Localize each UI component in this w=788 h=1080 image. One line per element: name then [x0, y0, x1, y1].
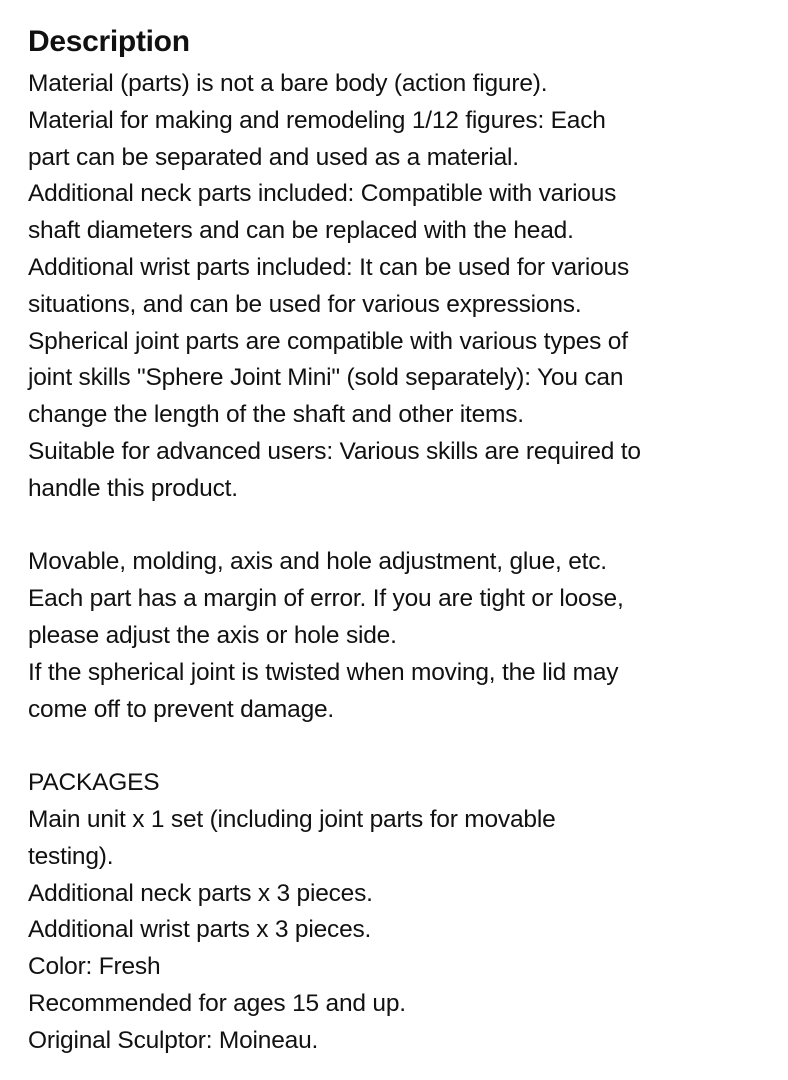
text-line: situations, and can be used for various expressions. [28, 290, 582, 318]
paragraph-gap [28, 728, 760, 765]
paragraph-gap [28, 508, 760, 545]
text-line: Recommended for ages 15 and up. [28, 989, 406, 1017]
text-line: Material (parts) is not a bare body (action figure). [28, 70, 548, 97]
text-line: Additional wrist parts x 3 pieces. [28, 916, 372, 944]
packages-heading: PACKAGES [28, 769, 160, 797]
text-line: Spherical joint parts are compatible with various types of [28, 327, 628, 355]
text-line: joint skills "Sphere Joint Mini" (sold separately): You can [28, 364, 624, 392]
description-paragraph-2 [28, 544, 760, 728]
text-line: part can be separated and used as a material. [28, 143, 519, 171]
packages-paragraph [28, 765, 760, 1059]
text-line: Additional neck parts x 3 pieces. [28, 879, 373, 907]
text-line: please adjust the axis or hole side. [28, 621, 397, 649]
section-title: Description [28, 25, 190, 58]
text-line: handle this product. [28, 474, 238, 502]
text-line: Color: Fresh [28, 953, 161, 981]
text-line: Original Sculptor: Moineau. [28, 1026, 319, 1054]
text-line: Each part has a margin of error. If you are tight or loose, [28, 585, 624, 613]
description-paragraph-1 [28, 66, 760, 508]
text-line: testing). [28, 842, 114, 870]
text-line: come off to prevent damage. [28, 695, 335, 723]
text-line: Main unit x 1 set (including joint parts for movable [28, 805, 556, 833]
text-line: Movable, molding, axis and hole adjustment, glue, etc. [28, 548, 607, 576]
text-line: change the length of the shaft and other items. [28, 401, 524, 429]
text-line: Material for making and remodeling 1/12 figures: Each [28, 106, 606, 134]
text-line: If the spherical joint is twisted when moving, the lid may [28, 658, 619, 686]
text-line: Suitable for advanced users: Various skills are required to [28, 437, 641, 465]
text-line: Additional neck parts included: Compatible with various [28, 180, 617, 208]
text-line: Additional wrist parts included: It can be used for various [28, 253, 630, 281]
text-line: shaft diameters and can be replaced with the head. [28, 217, 574, 245]
